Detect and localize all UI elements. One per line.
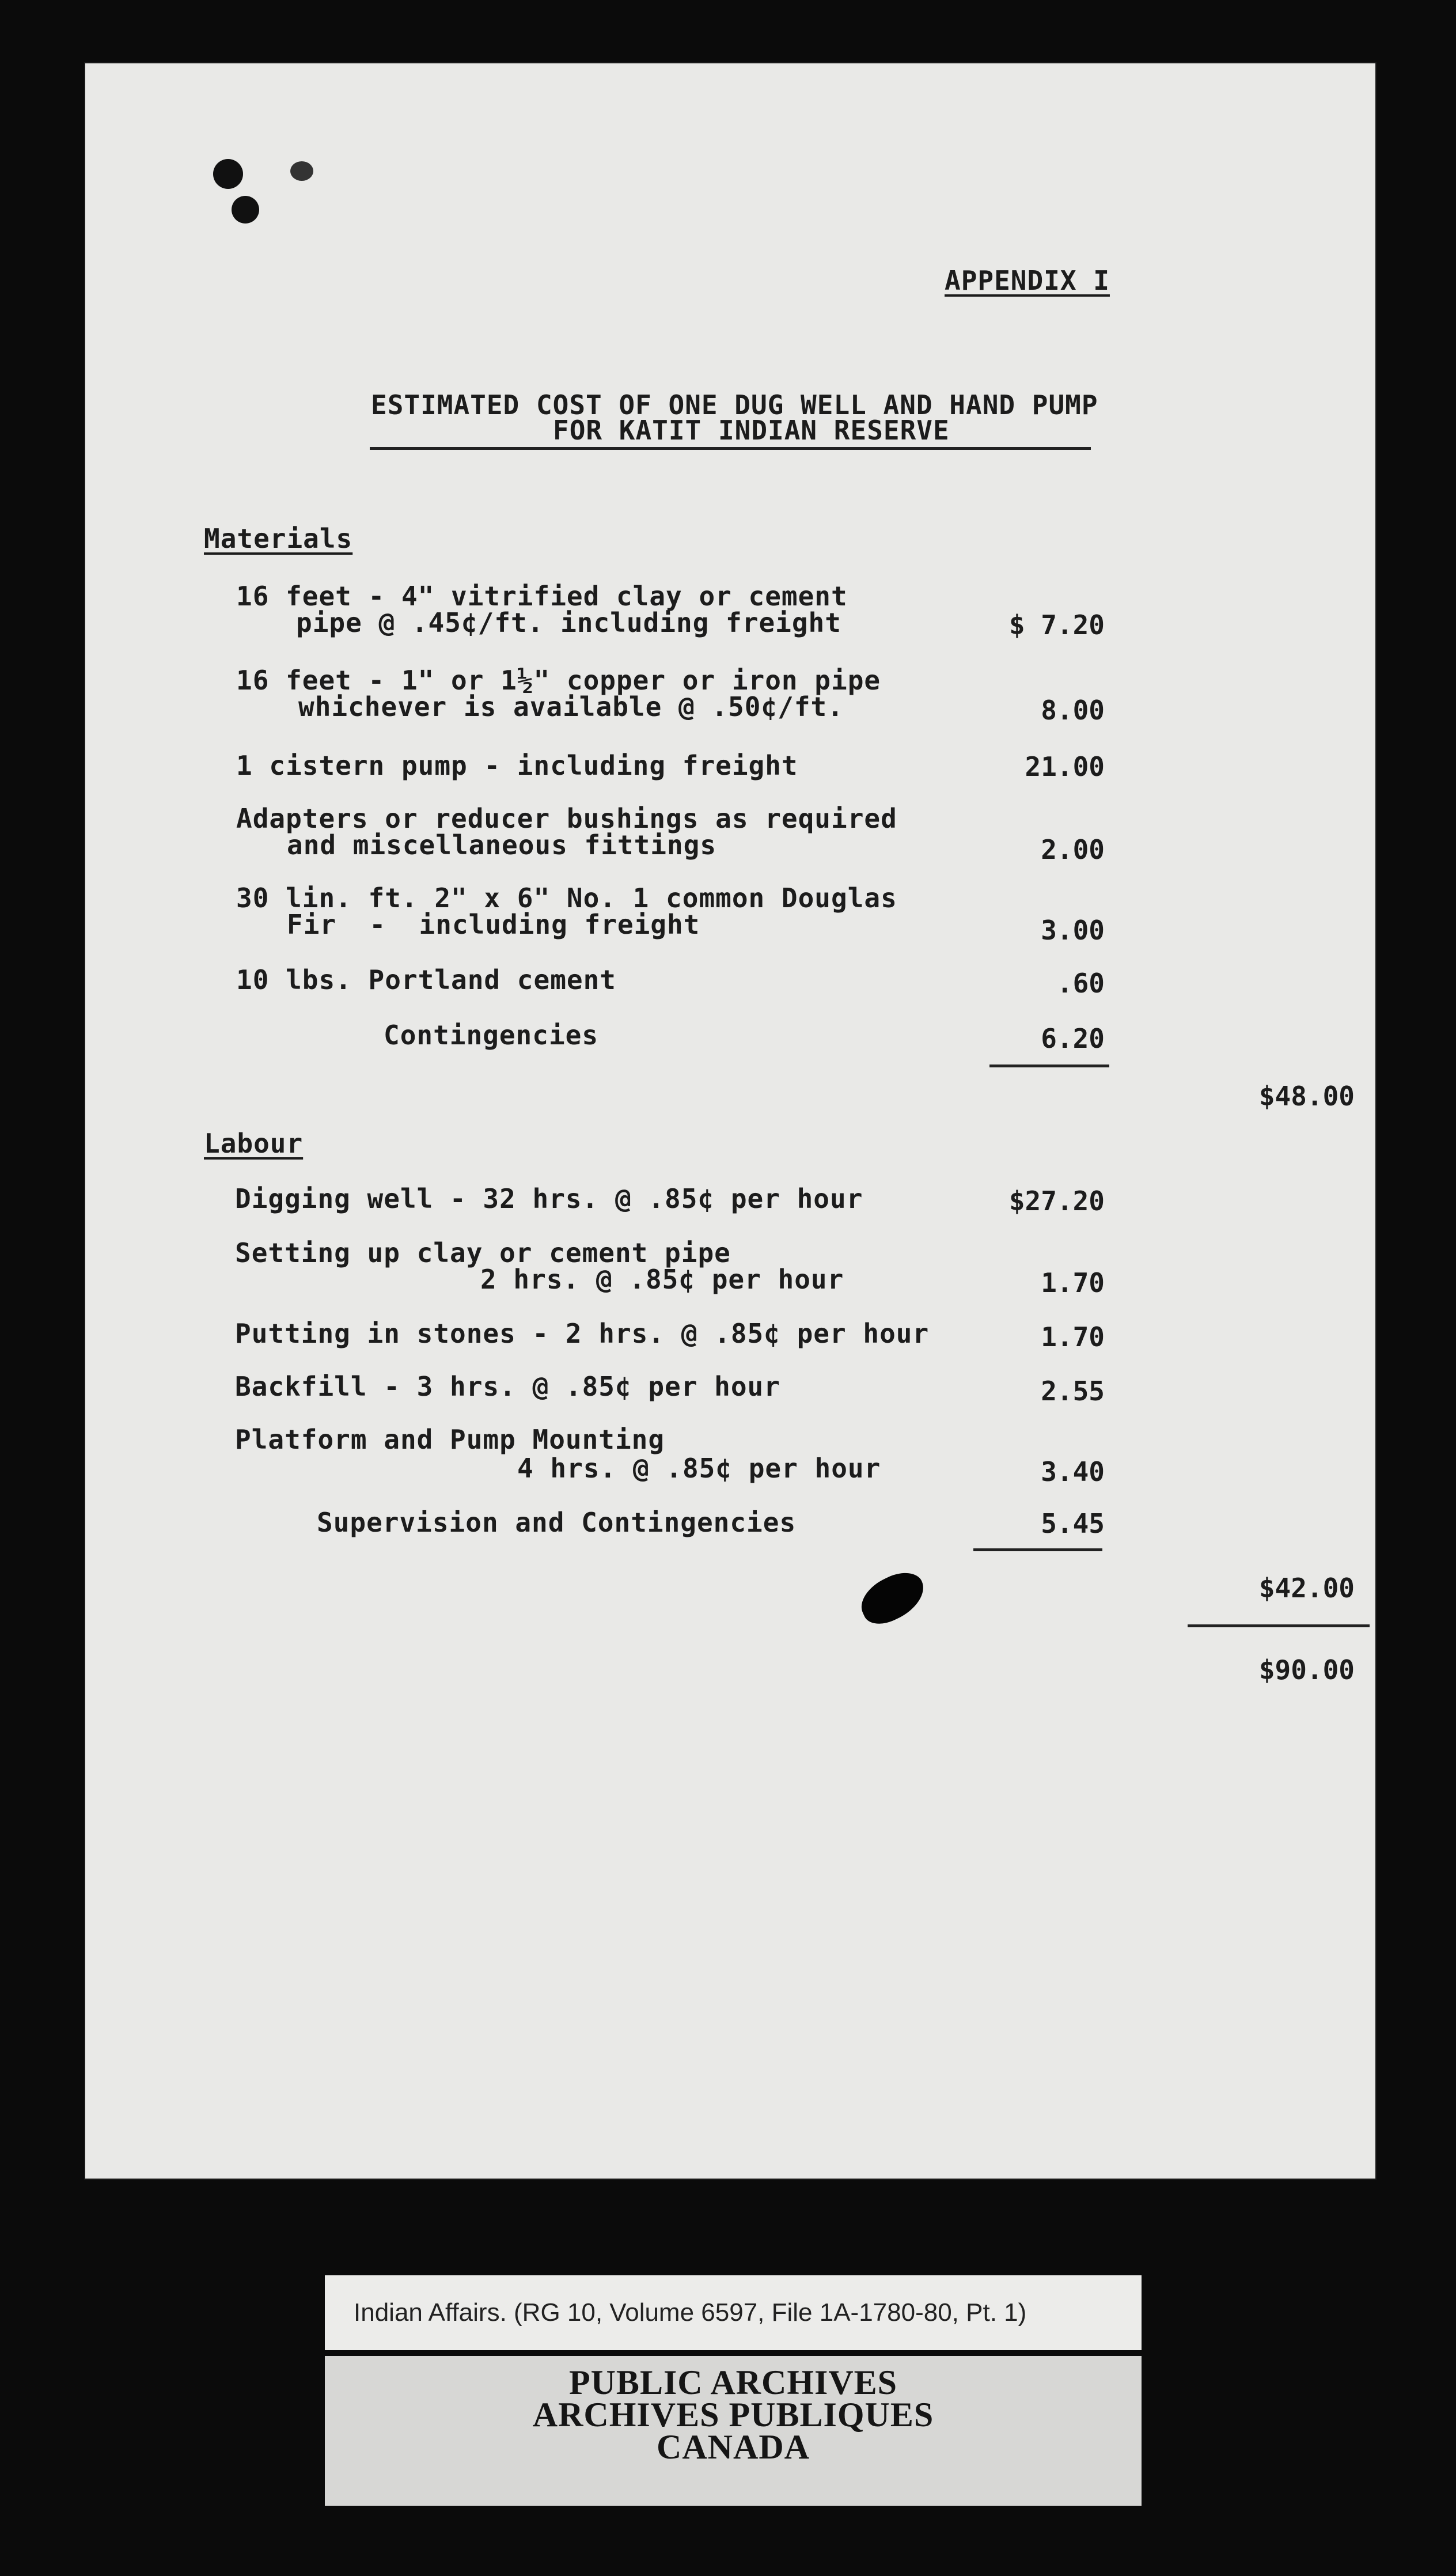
material-item-4-line-1: Adapters or reducer bushings as required <box>236 803 897 834</box>
material-item-2-line-1: 16 feet - 1" or 1½" copper or iron pipe <box>236 665 881 696</box>
archive-reference-text: Indian Affairs. (RG 10, Volume 6597, File 1A-1780-80, Pt. 1) <box>354 2298 1027 2327</box>
document-page <box>84 62 1377 2180</box>
materials-heading: Materials <box>204 523 353 554</box>
labour-item-5-line-2: 4 hrs. @ .85¢ per hour <box>517 1453 881 1484</box>
material-item-3-amount: 21.00 <box>1025 751 1105 782</box>
title-underline <box>370 447 1091 450</box>
labour-item-2-line-1: Setting up clay or cement pipe <box>235 1237 731 1268</box>
grand-total-rule <box>1188 1624 1370 1627</box>
labour-item-5-amount: 3.40 <box>1041 1456 1105 1487</box>
title-line-1: ESTIMATED COST OF ONE DUG WELL AND HAND PUMP <box>371 389 1098 421</box>
labour-item-1-amount: $27.20 <box>1008 1185 1105 1217</box>
labour-heading: Labour <box>204 1128 304 1159</box>
labour-item-6-line-1: Supervision and Contingencies <box>317 1507 797 1538</box>
labour-item-3-line-1: Putting in stones - 2 hrs. @ .85¢ per hour <box>235 1318 930 1349</box>
labour-item-4-line-1: Backfill - 3 hrs. @ .85¢ per hour <box>235 1371 780 1402</box>
punch-hole <box>213 159 243 189</box>
labour-total: $42.00 <box>1258 1573 1355 1604</box>
labour-item-4-amount: 2.55 <box>1041 1376 1105 1407</box>
materials-total: $48.00 <box>1258 1081 1355 1112</box>
material-item-1-amount: $ 7.20 <box>1008 609 1105 641</box>
material-item-4-amount: 2.00 <box>1041 834 1105 865</box>
archive-reference-label <box>325 2275 1142 2350</box>
material-item-5-amount: 3.00 <box>1041 915 1105 946</box>
labour-item-3-amount: 1.70 <box>1041 1321 1105 1353</box>
appendix-label: APPENDIX I <box>945 265 1110 296</box>
labour-item-5-line-1: Platform and Pump Mounting <box>235 1424 665 1455</box>
archive-stamp-line-1: PUBLIC ARCHIVES <box>568 2363 898 2401</box>
archive-stamp-line-2: ARCHIVES PUBLIQUES <box>532 2396 934 2434</box>
material-item-1-line-1: 16 feet - 4" vitrified clay or cement <box>236 581 848 612</box>
material-item-2-line-2: whichever is available @ .50¢/ft. <box>298 691 844 722</box>
material-item-7-line-1: Contingencies <box>384 1020 599 1051</box>
labour-item-6-amount: 5.45 <box>1041 1508 1105 1539</box>
material-item-6-line-1: 10 lbs. Portland cement <box>236 964 616 995</box>
title-line-2: FOR KATIT INDIAN RESERVE <box>553 415 950 446</box>
punch-hole <box>232 196 259 223</box>
material-item-5-line-1: 30 lin. ft. 2" x 6" No. 1 common Douglas <box>236 882 897 914</box>
grand-total: $90.00 <box>1258 1654 1355 1685</box>
material-item-7-amount: 6.20 <box>1041 1023 1105 1054</box>
material-item-2-amount: 8.00 <box>1041 695 1105 726</box>
punch-hole <box>290 161 313 181</box>
archive-stamp-line-3: CANADA <box>657 2428 810 2466</box>
labour-item-2-line-2: 2 hrs. @ .85¢ per hour <box>480 1264 844 1295</box>
materials-subtotal-rule <box>989 1065 1109 1067</box>
labour-subtotal-rule <box>973 1548 1102 1551</box>
material-item-3-line-1: 1 cistern pump - including freight <box>236 750 798 781</box>
material-item-4-line-2: and miscellaneous fittings <box>287 829 717 861</box>
archive-stamp <box>325 2356 1142 2506</box>
labour-item-1-line-1: Digging well - 32 hrs. @ .85¢ per hour <box>235 1183 863 1214</box>
material-item-5-line-2: Fir - including freight <box>287 909 700 940</box>
labour-item-2-amount: 1.70 <box>1041 1267 1105 1298</box>
material-item-1-line-2: pipe @ .45¢/ft. including freight <box>296 607 841 638</box>
ink-blot <box>854 1565 932 1631</box>
material-item-6-amount: .60 <box>1056 968 1105 999</box>
